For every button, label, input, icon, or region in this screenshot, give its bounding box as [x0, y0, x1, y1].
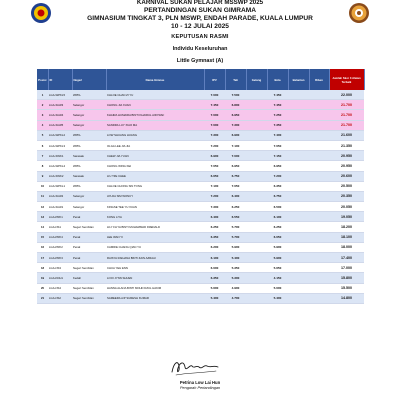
row-rope: 7.050 [225, 181, 246, 191]
row-id: LGA-SGR5 [48, 120, 72, 130]
row-id: LGA-PRK2 [48, 242, 72, 252]
row-ribbon [309, 222, 329, 232]
row-ribbon [309, 273, 329, 283]
table-row [37, 202, 364, 212]
row-gymnast-name: LILY FLIYA BINTI MUHAMMAD FREDALD [106, 222, 204, 232]
row-ipv: 7.200 [204, 140, 225, 150]
row-gymnast-name: CHLOE CHONG SIN TONG [106, 181, 204, 191]
row-id: LGA-WPKL3 [48, 140, 72, 150]
row-gymnast-name: SAMEERA A/P SURESH KUMAR [106, 293, 204, 303]
row-total-score: 21.600 [329, 130, 364, 140]
row-position: 10 [37, 181, 48, 191]
row-clubs [288, 202, 309, 212]
row-id: LGA-SWK2 [48, 171, 72, 181]
table-row [37, 283, 364, 293]
row-ipv: 6.000 [204, 263, 225, 273]
row-id: LGA-SWK1 [48, 151, 72, 161]
row-hoop [246, 171, 267, 181]
row-rope: 6.950 [225, 161, 246, 171]
table-header-row [37, 69, 364, 90]
row-gymnast-name: CHLOE CHAN ZI YU [106, 90, 204, 100]
row-position: 19 [37, 273, 48, 283]
row-ball: 7.450 [267, 100, 288, 110]
row-clubs [288, 191, 309, 201]
row-id: LGA-WPKL2 [48, 130, 72, 140]
row-position: 21 [37, 293, 48, 303]
row-ball: 7.200 [267, 171, 288, 181]
row-hoop [246, 253, 267, 263]
row-ipv: 6.350 [204, 232, 225, 242]
row-rope: 5.900 [225, 242, 246, 252]
row-hoop [246, 100, 267, 110]
col-gymnast-name: Nama Gimnas [106, 69, 204, 90]
row-total-score: 19.050 [329, 212, 364, 222]
row-hoop [246, 130, 267, 140]
table-row [37, 110, 364, 120]
row-clubs [288, 110, 309, 120]
table-row [37, 212, 364, 222]
row-state: Perak [72, 253, 106, 263]
row-id: LGA-WPKL5 [48, 90, 72, 100]
row-rope: 5.700 [225, 232, 246, 242]
row-ribbon [309, 130, 329, 140]
row-ipv: 7.000 [204, 90, 225, 100]
row-clubs [288, 130, 309, 140]
row-id: LGA-NS2 [48, 293, 72, 303]
row-total-score: 15.800 [329, 273, 364, 283]
row-rope: 4.700 [225, 293, 246, 303]
row-ribbon [309, 151, 329, 161]
row-clubs [288, 222, 309, 232]
row-ribbon [309, 140, 329, 150]
row-ball: 5.900 [267, 242, 288, 252]
row-ribbon [309, 232, 329, 242]
row-rope: 6.550 [225, 212, 246, 222]
row-clubs [288, 90, 309, 100]
row-total-score: 14.800 [329, 293, 364, 303]
row-id: LGA-SGR1 [48, 202, 72, 212]
row-gymnast-name: LOW SHUANG HUANG [106, 130, 204, 140]
row-gymnast-name: CHEW JIA YUAN [106, 151, 204, 161]
row-position: 16 [37, 242, 48, 252]
row-rope: 7.100 [225, 140, 246, 150]
table-row [37, 222, 364, 232]
row-hoop [246, 283, 267, 293]
row-state: Negeri Sembilan [72, 283, 106, 293]
row-ball: 4.150 [267, 273, 288, 283]
row-hoop [246, 263, 267, 273]
row-clubs [288, 283, 309, 293]
row-position: 15 [37, 232, 48, 242]
row-position: 4 [37, 120, 48, 130]
row-id: LGA-PRK1 [48, 212, 72, 222]
row-total-score: 17.000 [329, 263, 364, 273]
row-gymnast-name: KONG LIYA [106, 212, 204, 222]
row-ipv: 6.200 [204, 242, 225, 252]
table-row [37, 171, 364, 181]
row-ipv: 7.050 [204, 161, 225, 171]
row-clubs [288, 253, 309, 263]
row-gymnast-name: LEE WAN YI [106, 232, 204, 242]
row-total-score: 20.350 [329, 191, 364, 201]
row-ball: 6.050 [267, 232, 288, 242]
row-id: LGA-WPKL4 [48, 161, 72, 171]
row-id: LGA-PRK3 [48, 253, 72, 263]
row-total-score: 22.000 [329, 90, 364, 100]
row-total-score: 18.100 [329, 232, 364, 242]
row-ipv: 7.300 [204, 130, 225, 140]
row-position: 3 [37, 110, 48, 120]
row-ribbon [309, 293, 329, 303]
table-row [37, 140, 364, 150]
row-state: WPKL [72, 140, 106, 150]
row-gymnast-name: LOOI JYNN SHUEN [106, 273, 204, 283]
row-ribbon [309, 90, 329, 100]
row-rope: 7.500 [225, 90, 246, 100]
row-total-score: 20.600 [329, 171, 364, 181]
row-state: WPKL [72, 90, 106, 100]
col-total-score: Jumlah Skor 3 Alatan Terbaik [329, 69, 364, 90]
row-rope: 6.800 [225, 100, 246, 110]
row-ribbon [309, 191, 329, 201]
row-position: 13 [37, 212, 48, 222]
signatory-title: Pengarah Pertandingan [179, 386, 221, 390]
row-total-score: 21.350 [329, 140, 364, 150]
event-title: KARNIVAL SUKAN PELAJAR MSSWP 2025 [136, 0, 264, 6]
division-heading: Little Gymnast (A) [176, 58, 224, 64]
row-ball: 5.650 [267, 263, 288, 273]
row-state: Perak [72, 232, 106, 242]
col-id: ID [48, 69, 72, 90]
row-hoop [246, 273, 267, 283]
row-clubs [288, 232, 309, 242]
row-clubs [288, 151, 309, 161]
row-state: Sarawak [72, 171, 106, 181]
row-ipv: 6.900 [204, 151, 225, 161]
results-table [37, 69, 365, 304]
table-row [37, 293, 364, 303]
row-position: 1 [37, 90, 48, 100]
row-gymnast-name: LIU TZE CHEE [106, 171, 204, 181]
row-ribbon [309, 263, 329, 273]
table-row [37, 120, 364, 130]
row-total-score: 18.200 [329, 222, 364, 232]
row-ball: 7.250 [267, 110, 288, 120]
row-clubs [288, 181, 309, 191]
row-rope: 6.750 [225, 171, 246, 181]
row-rope: 7.000 [225, 151, 246, 161]
row-ball: 6.250 [267, 222, 288, 232]
row-gymnast-name: SANDRA LUY XIAO MA [106, 120, 204, 130]
row-ipv: 6.100 [204, 253, 225, 263]
row-ipv: 5.600 [204, 283, 225, 293]
row-ribbon [309, 181, 329, 191]
row-state: Perak [72, 212, 106, 222]
row-ipv: 6.350 [204, 273, 225, 283]
row-gymnast-name: AYLDA SIM WONCY [106, 191, 204, 201]
row-state: WPKL [72, 181, 106, 191]
row-total-score: 21.700 [329, 100, 364, 110]
row-id: LGA-KDH1 [48, 273, 72, 283]
row-state: Negeri Sembilan [72, 263, 106, 273]
row-ipv: 7.000 [204, 120, 225, 130]
signature [166, 356, 226, 378]
row-clubs [288, 242, 309, 252]
row-id: LGA-SGR3 [48, 100, 72, 110]
col-position: Posisi [37, 69, 48, 90]
row-ribbon [309, 100, 329, 110]
row-ball: 7.400 [267, 130, 288, 140]
row-position: 20 [37, 283, 48, 293]
row-gymnast-name: CHUA YEH ENN [106, 263, 204, 273]
row-id: LGA-SGR2 [48, 191, 72, 201]
row-total-score: 21.700 [329, 120, 364, 130]
row-rope: 5.400 [225, 253, 246, 263]
row-position: 11 [37, 191, 48, 201]
row-ribbon [309, 120, 329, 130]
row-rope: 6.950 [225, 110, 246, 120]
row-ipv: 7.300 [204, 202, 225, 212]
row-position: 17 [37, 253, 48, 263]
row-state: Selangor [72, 191, 106, 201]
row-position: 9 [37, 171, 48, 181]
row-state: WPKL [72, 161, 106, 171]
row-ribbon [309, 161, 329, 171]
row-ipv: 7.450 [204, 100, 225, 110]
row-position: 14 [37, 222, 48, 232]
row-total-score: 15.500 [329, 283, 364, 293]
row-hoop [246, 140, 267, 150]
row-clubs [288, 171, 309, 181]
row-hoop [246, 202, 267, 212]
row-gymnast-name: CAMRIE CHANG QIAN YU [106, 242, 204, 252]
row-total-score: 18.000 [329, 242, 364, 252]
row-id: LGA-NS4 [48, 283, 72, 293]
row-clubs [288, 273, 309, 283]
row-hoop [246, 191, 267, 201]
row-rope: 5.350 [225, 263, 246, 273]
row-ipv: 5.400 [204, 293, 225, 303]
row-gymnast-name: CHONG JIA XUAN [106, 100, 204, 110]
event-dates: 10 - 12 JULAI 2025 [171, 23, 229, 30]
table-row [37, 273, 364, 283]
col-hoop: Gelang [246, 69, 267, 90]
row-clubs [288, 263, 309, 273]
row-hoop [246, 293, 267, 303]
row-hoop [246, 242, 267, 252]
row-total-score: 21.700 [329, 110, 364, 120]
row-id: LGA-NS1 [48, 222, 72, 232]
row-state: Sarawak [72, 151, 106, 161]
col-clubs: Belantan [288, 69, 309, 90]
table-row [37, 242, 364, 252]
row-rope: 5.700 [225, 222, 246, 232]
row-rope: 5.300 [225, 273, 246, 283]
table-row [37, 151, 364, 161]
row-clubs [288, 161, 309, 171]
row-hoop [246, 212, 267, 222]
row-gymnast-name: KHAIRA HUMAIRA BINTI KHAIRUL AIDYRAF [106, 110, 204, 120]
col-ball: Bola [267, 69, 288, 90]
row-position: 7 [37, 151, 48, 161]
row-hoop [246, 181, 267, 191]
row-rope: 4.900 [225, 283, 246, 293]
row-ribbon [309, 242, 329, 252]
table-row [37, 191, 364, 201]
row-state: Kedah [72, 273, 106, 283]
row-gymnast-name: HANNA ALANA BINTI MOHD DZUL HAKIM [106, 283, 204, 293]
row-position: 6 [37, 140, 48, 150]
table-row [37, 130, 364, 140]
row-hoop [246, 232, 267, 242]
col-rope: Tali [225, 69, 246, 90]
row-ribbon [309, 283, 329, 293]
row-position: 5 [37, 130, 48, 140]
row-clubs [288, 212, 309, 222]
row-state: Negeri Sembilan [72, 222, 106, 232]
row-position: 2 [37, 100, 48, 110]
venue: GIMNASIUM TINGKAT 3, PLN MSWP, ENDAH PARADE, KUALA LUMPUR [87, 15, 313, 22]
row-ball: 7.150 [267, 151, 288, 161]
row-ribbon [309, 171, 329, 181]
row-clubs [288, 140, 309, 150]
table-row [37, 232, 364, 242]
table-row [37, 181, 364, 191]
row-rope: 7.300 [225, 120, 246, 130]
col-state: Negeri [72, 69, 106, 90]
table-row [37, 100, 364, 110]
row-ball: 6.100 [267, 212, 288, 222]
row-ball: 5.400 [267, 293, 288, 303]
row-total-score: 17.400 [329, 253, 364, 263]
category-heading: Individu Keseluruhan [172, 46, 228, 52]
row-ball: 6.500 [267, 202, 288, 212]
row-hoop [246, 90, 267, 100]
row-state: Selangor [72, 100, 106, 110]
row-total-score: 20.950 [329, 161, 364, 171]
row-gymnast-name: KINGSE TEE YU XUAN [106, 202, 204, 212]
row-ball: 7.350 [267, 120, 288, 130]
signatory-name: Petrina Low Lai Hun [179, 380, 221, 385]
row-position: 8 [37, 161, 48, 171]
row-ball: 5.000 [267, 283, 288, 293]
row-ball: 5.900 [267, 253, 288, 263]
row-hoop [246, 161, 267, 171]
table-row [37, 90, 364, 100]
row-hoop [246, 151, 267, 161]
row-ball: 7.050 [267, 140, 288, 150]
row-ipv: 6.400 [204, 212, 225, 222]
row-ipv: 7.200 [204, 191, 225, 201]
row-ribbon [309, 202, 329, 212]
row-ribbon [309, 110, 329, 120]
row-position: 12 [37, 202, 48, 212]
competition-title: PERTANDINGAN SUKAN GIMRAMA [144, 7, 256, 14]
row-gymnast-name: CHONG WING KEI [106, 161, 204, 171]
row-gymnast-name: RAISYA RAIHANA BINTI ZAIN AZRAAI [106, 253, 204, 263]
row-ball: 7.450 [267, 90, 288, 100]
row-rope: 6.400 [225, 191, 246, 201]
row-total-score: 20.050 [329, 202, 364, 212]
row-position: 18 [37, 263, 48, 273]
table-row [37, 253, 364, 263]
row-id: LGA-SGR4 [48, 110, 72, 120]
row-state: Selangor [72, 110, 106, 120]
table-row [37, 161, 364, 171]
row-ball: 6.950 [267, 161, 288, 171]
row-state: Perak [72, 242, 106, 252]
row-ribbon [309, 212, 329, 222]
row-id: LGA-WPKL1 [48, 181, 72, 191]
col-ipv: IPV [204, 69, 225, 90]
row-id: LGA-NS3 [48, 263, 72, 273]
row-clubs [288, 100, 309, 110]
row-total-score: 20.950 [329, 151, 364, 161]
row-ipv: 6.650 [204, 171, 225, 181]
row-id: LGA-PRK4 [48, 232, 72, 242]
row-total-score: 20.500 [329, 181, 364, 191]
row-hoop [246, 110, 267, 120]
row-ipv: 7.000 [204, 110, 225, 120]
row-ipv: 6.250 [204, 222, 225, 232]
official-results-heading: KEPUTUSAN RASMI [171, 34, 229, 40]
row-hoop [246, 120, 267, 130]
row-state: Selangor [72, 202, 106, 212]
table-row [37, 263, 364, 273]
row-rope: 6.900 [225, 130, 246, 140]
row-state: Selangor [72, 120, 106, 130]
row-clubs [288, 120, 309, 130]
row-state: WPKL [72, 130, 106, 140]
row-rope: 6.250 [225, 202, 246, 212]
row-clubs [288, 293, 309, 303]
row-ball: 6.750 [267, 191, 288, 201]
row-hoop [246, 222, 267, 232]
col-ribbon: Riben [309, 69, 329, 90]
row-state: Negeri Sembilan [72, 293, 106, 303]
row-ball: 6.350 [267, 181, 288, 191]
row-gymnast-name: OLGA LEE JIA JIA [106, 140, 204, 150]
row-ribbon [309, 253, 329, 263]
row-ipv: 7.100 [204, 181, 225, 191]
